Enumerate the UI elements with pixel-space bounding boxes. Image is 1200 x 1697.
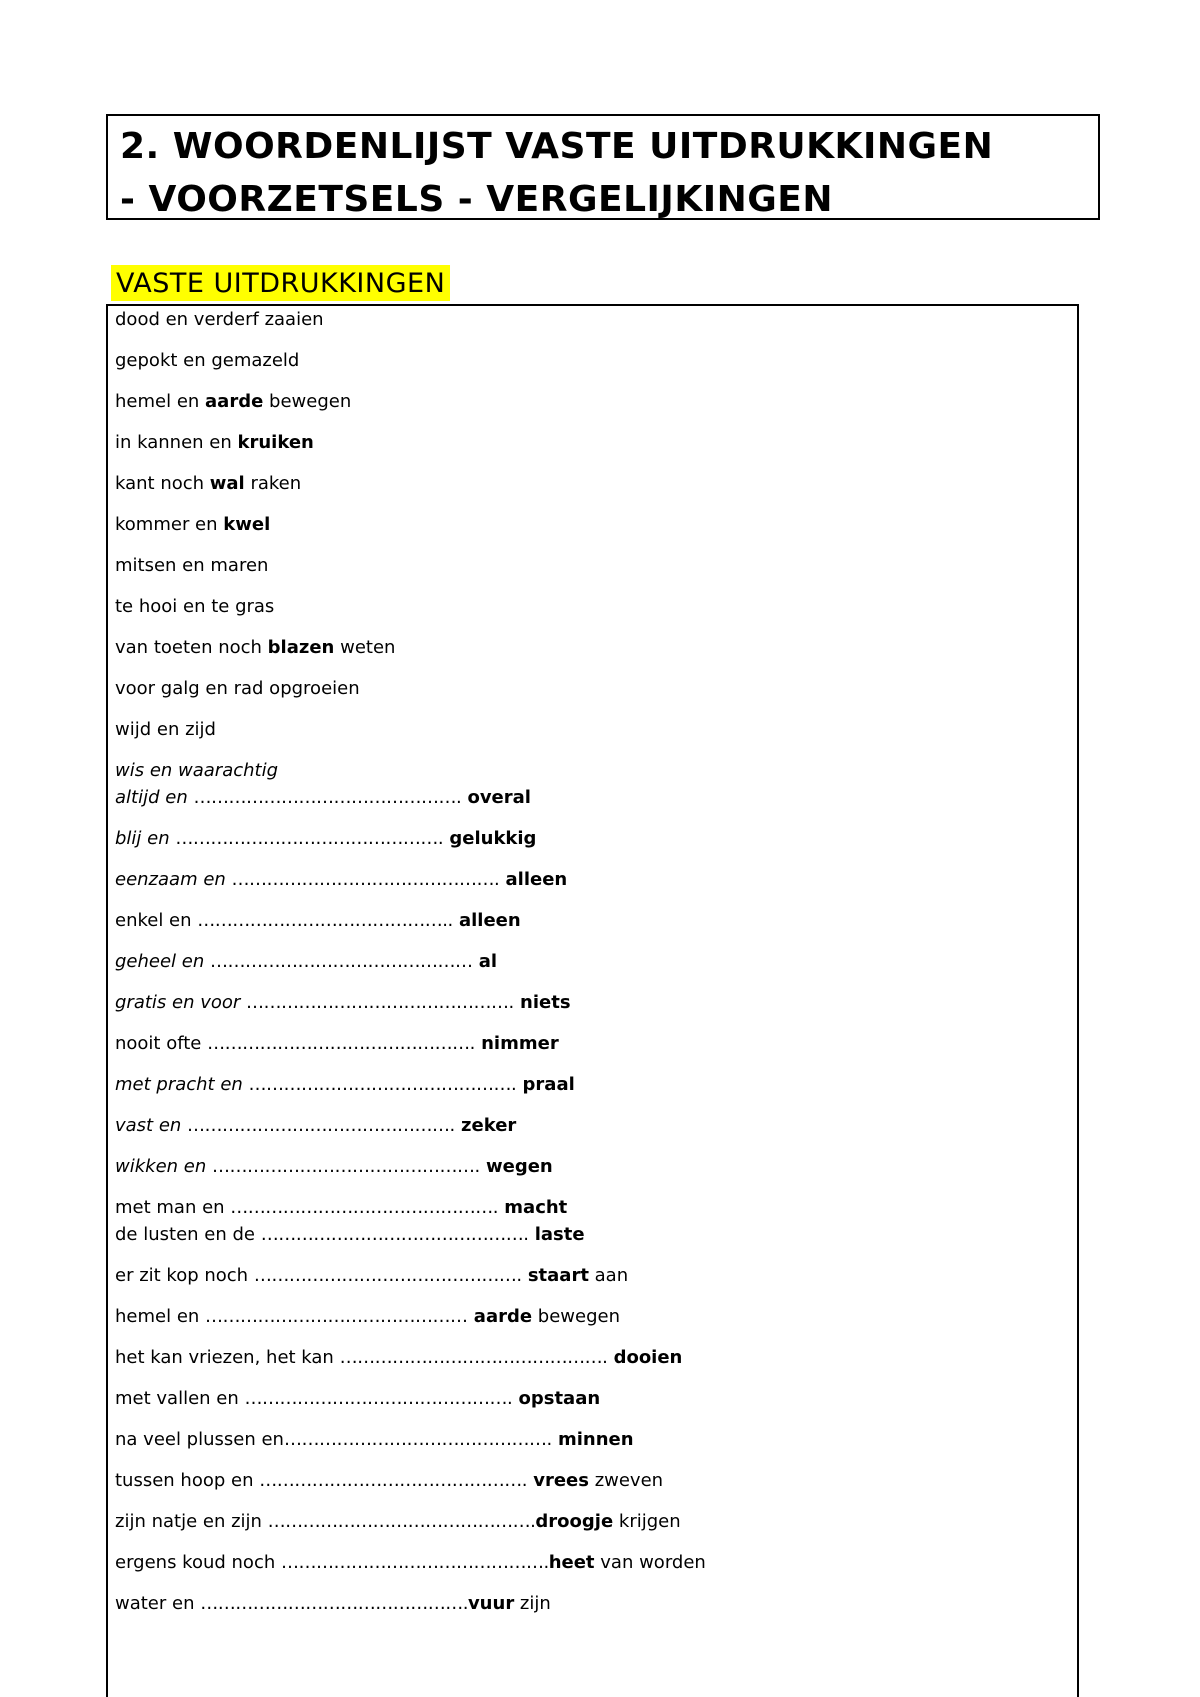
expression-text: water en — [115, 1593, 201, 1614]
expression-text: na veel plussen en — [115, 1429, 284, 1450]
expression-text: er zit kop noch — [115, 1265, 254, 1286]
expression-text: ergens koud noch — [115, 1552, 281, 1573]
expression-keyword: zeker — [454, 1115, 517, 1136]
blank-dots: ………………………………………. — [259, 1470, 527, 1491]
expression-keyword: nimmer — [474, 1033, 559, 1054]
expression-text: nooit ofte — [115, 1033, 208, 1054]
expression-keyword: laste — [528, 1224, 585, 1245]
expression-text: dood en verderf zaaien — [115, 309, 324, 330]
blank-dots: ………………………………………. — [246, 992, 514, 1013]
expression-item — [115, 717, 216, 743]
expression-item — [115, 1386, 600, 1412]
page-title-line-2: - VOORZETSELS - VERGELIJKINGEN — [120, 179, 834, 220]
expression-keyword: kruiken — [237, 432, 314, 453]
expression-keyword: wal — [209, 473, 245, 494]
expression-text: bewegen — [263, 391, 352, 412]
blank-dots: ………………………………………. — [200, 1593, 468, 1614]
expression-text: wikken en — [115, 1156, 212, 1177]
expression-keyword: aarde — [467, 1306, 533, 1327]
expression-item — [115, 758, 278, 784]
blank-dots: ………………………………………. — [267, 1511, 536, 1532]
expression-text: te hooi en te gras — [115, 596, 275, 617]
expression-item — [115, 348, 299, 374]
expression-text: met pracht en — [115, 1074, 249, 1095]
expression-item — [115, 990, 571, 1016]
expression-item — [115, 949, 497, 975]
expression-text: geheel en — [115, 951, 210, 972]
expression-item — [115, 867, 567, 893]
expression-text: gepokt en gemazeld — [115, 350, 300, 371]
expression-item — [115, 1550, 706, 1576]
blank-dots: ………………………………………. — [187, 1115, 455, 1136]
expression-text: zweven — [588, 1470, 664, 1491]
expression-text: mitsen en maren — [115, 555, 269, 576]
expression-keyword: alleen — [452, 910, 521, 931]
expression-text: hemel en — [115, 391, 206, 412]
expression-item — [115, 1468, 663, 1494]
expression-keyword: blazen — [267, 637, 335, 658]
expression-keyword: aarde — [205, 391, 264, 412]
blank-dots: ………………………………………. — [339, 1347, 608, 1368]
expression-keyword: vrees — [526, 1470, 589, 1491]
expression-keyword: staart — [521, 1265, 589, 1286]
expression-text: vast en — [115, 1115, 188, 1136]
blank-dots: ………………………………………. — [283, 1429, 552, 1450]
expression-keyword: opstaan — [512, 1388, 601, 1409]
blank-dots: ………………………………………. — [260, 1224, 529, 1245]
blank-dots: ………………………………………. — [244, 1388, 513, 1409]
expression-item — [115, 1263, 628, 1289]
blank-dots: ………………………………………. — [193, 787, 462, 808]
expression-text: altijd en — [115, 787, 194, 808]
expression-item — [115, 676, 360, 702]
expression-keyword: al — [472, 951, 498, 972]
blank-dots: ………………………………………. — [211, 1156, 480, 1177]
expression-keyword: heet — [548, 1552, 595, 1573]
expression-keyword: praal — [516, 1074, 575, 1095]
expression-keyword: kwel — [223, 514, 271, 535]
expression-item — [115, 1195, 567, 1221]
expression-text: zijn — [514, 1593, 551, 1614]
expression-keyword: minnen — [551, 1429, 634, 1450]
expression-text: van worden — [594, 1552, 706, 1573]
expression-item — [115, 389, 351, 415]
expression-item — [115, 1509, 681, 1535]
expression-text: blij en — [115, 828, 176, 849]
expression-keyword: alleen — [499, 869, 568, 890]
expression-item — [115, 1072, 575, 1098]
section-heading: VASTE UITDRUKKINGEN — [111, 265, 450, 301]
expression-keyword: vuur — [467, 1593, 515, 1614]
page-title-line-1: 2. WOORDENLIJST VASTE UITDRUKKINGEN — [120, 126, 994, 167]
expression-text: bewegen — [532, 1306, 620, 1327]
expression-item — [115, 1031, 559, 1057]
blank-dots: …………………………………….. — [197, 910, 453, 931]
title-box — [106, 114, 1100, 220]
expression-text: weten — [334, 637, 396, 658]
expression-item — [115, 512, 270, 538]
blank-dots: ………………………………………. — [230, 1197, 499, 1218]
blank-dots: ………………………………………. — [207, 1033, 475, 1054]
blank-dots: ……………………………………… — [209, 951, 473, 972]
expression-item — [115, 1113, 516, 1139]
expression-item — [115, 1591, 551, 1617]
expression-item — [115, 1427, 634, 1453]
expression-text: wijd en zijd — [115, 719, 216, 740]
expression-item — [115, 1345, 682, 1371]
expression-text: gratis en voor — [115, 992, 247, 1013]
expression-text: enkel en — [115, 910, 198, 931]
expression-item — [115, 1304, 620, 1330]
expression-text: kant noch — [115, 473, 210, 494]
expression-text: hemel en — [115, 1306, 206, 1327]
blank-dots: ………………………………………. — [280, 1552, 549, 1573]
blank-dots: ………………………………………. — [248, 1074, 517, 1095]
expression-text: zijn natje en zijn — [115, 1511, 268, 1532]
expression-text: van toeten noch — [115, 637, 268, 658]
expression-text: wis en waarachtig — [115, 760, 279, 781]
expressions-list — [106, 304, 1079, 1697]
blank-dots: ………………………………………. — [231, 869, 500, 890]
expression-item — [115, 908, 521, 934]
expression-text: eenzaam en — [115, 869, 232, 890]
expression-item — [115, 594, 274, 620]
expression-item — [115, 307, 324, 333]
expression-item — [115, 553, 268, 579]
expression-text: kommer en — [115, 514, 224, 535]
expression-item — [115, 471, 301, 497]
expression-text: het kan vriezen, het kan — [115, 1347, 340, 1368]
blank-dots: ……………………………………… — [205, 1306, 468, 1327]
expression-item — [115, 785, 531, 811]
expression-text: tussen hoop en — [115, 1470, 260, 1491]
expression-keyword: overal — [461, 787, 531, 808]
expression-keyword: gelukkig — [443, 828, 537, 849]
expression-item — [115, 1222, 585, 1248]
expression-text: raken — [244, 473, 302, 494]
blank-dots: ………………………………………. — [253, 1265, 522, 1286]
blank-dots: ………………………………………. — [175, 828, 444, 849]
expression-item — [115, 826, 536, 852]
expression-item — [115, 430, 314, 456]
expression-text: aan — [588, 1265, 629, 1286]
expression-text: in kannen en — [115, 432, 238, 453]
expression-keyword: wegen — [479, 1156, 553, 1177]
expression-keyword: droogje — [535, 1511, 614, 1532]
expression-item — [115, 1154, 553, 1180]
expression-text: krijgen — [613, 1511, 681, 1532]
expression-text: voor galg en rad opgroeien — [115, 678, 360, 699]
expression-keyword: niets — [513, 992, 571, 1013]
expression-keyword: dooien — [607, 1347, 683, 1368]
expression-text: met vallen en — [115, 1388, 245, 1409]
expression-text: de lusten en de — [115, 1224, 261, 1245]
expression-text: met man en — [115, 1197, 231, 1218]
expression-keyword: macht — [498, 1197, 568, 1218]
expression-item — [115, 635, 395, 661]
